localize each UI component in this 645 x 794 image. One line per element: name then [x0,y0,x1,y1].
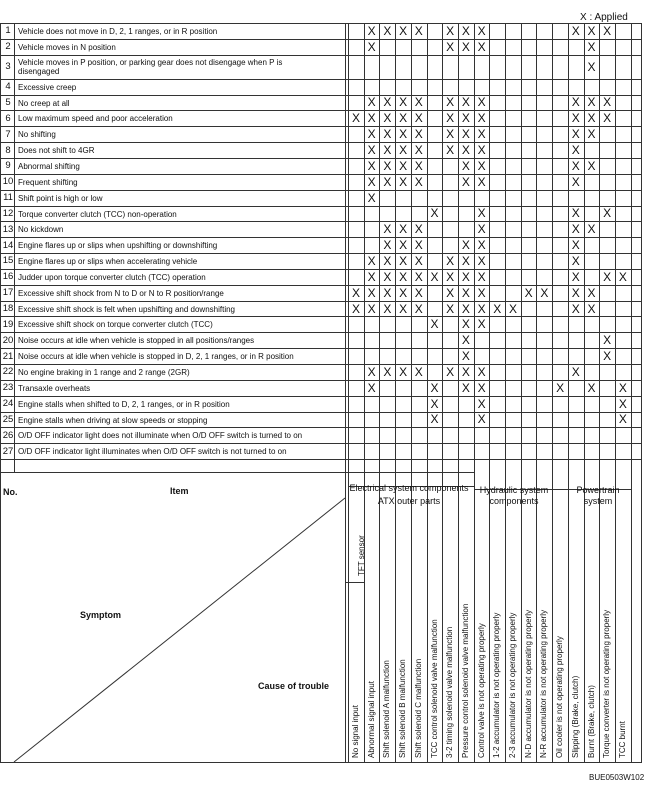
row-number: 14 [2,239,14,251]
applied-mark: X [461,39,470,54]
header-cause: Cause of trouble [258,681,330,691]
applied-mark: X [461,253,470,268]
row-symptom: Engine stalls when driving at slow speeds or stopping [18,415,208,425]
applied-mark: X [399,253,408,268]
applied-mark: X [618,269,627,284]
applied-mark: X [571,364,580,379]
applied-mark: X [446,269,455,284]
applied-mark: X [461,380,470,395]
applied-mark: X [367,111,376,126]
applied-mark: X [461,301,470,316]
row-number: 3 [5,61,11,73]
row-symptom: Judder upon torque converter clutch (TCC) operation [18,272,206,282]
row-symptom: Low maximum speed and poor acceleration [18,114,173,124]
applied-mark: X [383,269,392,284]
applied-mark: X [367,39,376,54]
applied-mark: X [477,269,486,284]
row-number: 4 [5,81,11,93]
applied-mark: X [524,285,533,300]
applied-mark: X [477,127,486,142]
applied-mark: X [477,39,486,54]
applied-mark: X [477,317,486,332]
applied-mark: X [603,23,612,38]
applied-mark: X [587,39,596,54]
row-number: 12 [2,207,14,219]
applied-mark: X [367,23,376,38]
applied-mark: X [414,285,423,300]
applied-mark: X [540,285,549,300]
applied-mark: X [383,285,392,300]
applied-mark: X [603,333,612,348]
cause-label: 2-3 accumulator is not operating properly [508,612,517,758]
applied-mark: X [383,222,392,237]
applied-mark: X [571,23,580,38]
applied-mark: X [477,158,486,173]
applied-mark: X [446,127,455,142]
row-symptom: Excessive shift shock on torque converter clutch (TCC) [18,320,213,330]
applied-mark: X [587,111,596,126]
row-symptom: Engine flares up or slips when accelerating vehicle [18,257,198,267]
applied-mark: X [367,380,376,395]
row-symptom: Engine stalls when shifted to D, 2, 1 ranges, or in R position [18,399,230,409]
applied-mark: X [430,396,439,411]
applied-mark: X [446,39,455,54]
row-symptom: Excessive creep [18,82,77,92]
cause-label: Burnt (Brake, clutch) [586,685,596,758]
applied-mark: X [383,158,392,173]
cause-label: Torque converter is not operating properly [602,609,612,758]
row-number: 6 [5,112,11,124]
applied-mark: X [399,23,408,38]
applied-mark: X [461,349,470,364]
applied-mark: X [571,301,580,316]
applied-mark: X [367,364,376,379]
row-number: 9 [5,160,11,172]
group-hydraulic: Hydraulic system components [479,485,549,506]
applied-mark: X [351,285,360,300]
cause-label: Shift solenoid B malfunction [398,659,408,758]
cause-label: Abnormal signal input [366,681,376,758]
applied-mark: X [587,158,596,173]
applied-mark: X [367,269,376,284]
applied-mark: X [383,143,392,158]
applied-mark: X [367,143,376,158]
row-symptom: Abnormal shifting [18,161,80,171]
applied-mark: X [383,364,392,379]
applied-mark: X [587,95,596,110]
applied-mark: X [367,95,376,110]
applied-mark: X [414,23,423,38]
applied-mark: X [477,364,486,379]
applied-mark: X [461,317,470,332]
applied-mark: X [446,253,455,268]
applied-mark: X [477,285,486,300]
applied-mark: X [399,158,408,173]
applied-mark: X [571,143,580,158]
cause-label: Slipping (Brake, clutch) [570,675,580,758]
row-symptom: Frequent shifting [18,177,78,187]
applied-mark: X [571,206,580,221]
applied-mark: X [477,380,486,395]
row-symptom: O/D OFF indicator light does not illuminate when O/D OFF switch is turned to on [18,431,303,441]
applied-mark: X [430,317,439,332]
row-number: 1 [5,25,11,37]
applied-mark: X [587,285,596,300]
applied-mark: X [430,269,439,284]
row-symptom: No engine braking in 1 range and 2 range (2GR) [18,368,190,377]
applied-mark: X [587,301,596,316]
row-number: 11 [3,192,13,204]
cause-label: Control valve is not operating properly [476,623,486,758]
applied-mark: X [603,206,612,221]
applied-mark: X [446,111,455,126]
applied-mark: X [603,95,612,110]
applied-mark: X [618,396,627,411]
applied-mark: X [477,396,486,411]
applied-mark: X [571,253,580,268]
applied-mark: X [603,269,612,284]
applied-mark: X [367,301,376,316]
applied-mark: X [446,301,455,316]
applied-mark: X [399,222,408,237]
applied-mark: X [414,269,423,284]
applied-mark: X [571,174,580,189]
row-symptom: O/D OFF indicator light illuminates when O/D OFF switch is not turned to on [18,447,287,457]
applied-mark: X [477,111,486,126]
applied-mark: X [399,269,408,284]
applied-mark: X [461,127,470,142]
applied-mark: X [367,174,376,189]
row-number: 21 [2,350,14,362]
row-symptom: Shift point is high or low [18,193,103,203]
applied-mark: X [383,23,392,38]
applied-mark: X [461,23,470,38]
applied-mark: X [477,222,486,237]
applied-mark: X [571,127,580,142]
applied-mark: X [461,111,470,126]
applied-mark: X [383,174,392,189]
applied-mark: X [571,285,580,300]
applied-mark: X [618,380,627,395]
cause-label: 1-2 accumulator is not operating properly [492,612,502,758]
applied-mark: X [383,127,392,142]
applied-mark: X [367,253,376,268]
applied-mark: X [571,269,580,284]
applied-mark: X [587,59,596,74]
row-symptom: Excessive shift shock from N to D or N to R position/range [18,288,224,298]
header-symptom: Symptom [80,610,122,620]
applied-mark: X [571,222,580,237]
applied-mark: X [618,412,627,427]
applied-mark: X [414,143,423,158]
applied-mark: X [477,253,486,268]
applied-mark: X [461,174,470,189]
legend: X : Applied [580,12,628,23]
applied-mark: X [367,127,376,142]
row-symptom: Engine flares up or slips when upshifting or downshifting [18,241,218,251]
row-number: 13 [2,223,14,235]
applied-mark: X [461,285,470,300]
row-symptom: Torque converter clutch (TCC) non-operation [18,209,177,219]
applied-mark: X [399,111,408,126]
applied-mark: X [587,127,596,142]
row-symptom: Excessive shift shock is felt when upshifting and downshifting [18,304,236,314]
row-number: 2 [5,41,11,53]
row-symptom: Transaxle overheats [18,383,91,393]
row-symptom: Noise occurs at idle when vehicle is stopped in D, 2, 1 ranges, or in R position [18,352,294,362]
row-symptom: Noise occurs at idle when vehicle is stopped in all positions/ranges [18,336,255,346]
row-number: 24 [2,398,14,410]
group-atx: ATX outer parts [377,496,441,506]
cause-label: Shift solenoid A malfunction [382,660,392,758]
row-number: 22 [2,366,14,378]
applied-mark: X [446,23,455,38]
applied-mark: X [461,95,470,110]
row-number: 10 [2,176,14,188]
row-symptom: No shifting [18,130,56,140]
cause-label: 3-2 timing solenoid valve malfunction [445,626,455,758]
row-number: 16 [2,271,14,283]
applied-mark: X [399,301,408,316]
cause-label: Pressure control solenoid valve malfunction [460,603,470,758]
applied-mark: X [461,269,470,284]
applied-mark: X [399,174,408,189]
applied-mark: X [399,127,408,142]
applied-mark: X [414,301,423,316]
applied-mark: X [446,143,455,158]
cause-label: N-D accumulator is not operating properly [523,609,533,758]
applied-mark: X [414,238,423,253]
applied-mark: X [367,190,376,205]
applied-mark: X [571,158,580,173]
row-symptom: No creep at all [18,98,70,108]
applied-mark: X [383,95,392,110]
applied-mark: X [477,174,486,189]
applied-mark: X [461,238,470,253]
applied-mark: X [367,285,376,300]
applied-mark: X [477,95,486,110]
applied-mark: X [414,222,423,237]
applied-mark: X [399,285,408,300]
cause-label: Shift solenoid C malfunction [413,658,423,758]
applied-mark: X [477,143,486,158]
applied-mark: X [430,206,439,221]
cause-label: N-R accumulator is not operating properly [539,609,549,758]
applied-mark: X [414,95,423,110]
applied-mark: X [461,158,470,173]
applied-mark: X [477,206,486,221]
applied-mark: X [351,111,360,126]
applied-mark: X [556,380,565,395]
cause-label: No signal input [351,705,360,758]
row-symptom: Vehicle does not move in D, 2, 1 ranges, or in R position [18,27,218,36]
row-symptom: No kickdown [18,225,64,235]
group-powertrain: Powertrain system [576,485,620,506]
applied-mark: X [446,364,455,379]
applied-mark: X [414,158,423,173]
applied-mark: X [430,412,439,427]
row-number: 25 [2,413,14,425]
applied-mark: X [571,95,580,110]
row-number: 5 [5,96,11,108]
cause-label: Oil cooler is not operating properly [555,636,565,758]
row-number: 27 [2,445,14,457]
row-number: 7 [5,128,11,140]
applied-mark: X [351,301,360,316]
applied-mark: X [461,333,470,348]
row-number: 26 [2,429,14,441]
applied-mark: X [399,238,408,253]
applied-mark: X [461,143,470,158]
header-item: Item [170,486,189,496]
applied-mark: X [446,95,455,110]
applied-mark: X [399,364,408,379]
applied-mark: X [477,238,486,253]
row-symptom: Vehicle moves in P position, or parking gear does not disengage when P is disengaged [18,57,283,76]
applied-mark: X [446,285,455,300]
applied-mark: X [414,174,423,189]
row-number: 23 [2,382,14,394]
row-number: 17 [2,287,14,299]
cause-label: TCC control solenoid valve malfunction [429,619,439,758]
applied-mark: X [399,95,408,110]
applied-mark: X [571,238,580,253]
applied-mark: X [430,380,439,395]
applied-mark: X [414,111,423,126]
applied-mark: X [477,23,486,38]
applied-mark: X [587,222,596,237]
applied-mark: X [383,111,392,126]
cause-label: TCC burnt [617,721,627,758]
group-tft: TFT sensor [357,535,366,576]
row-symptom: Vehicle moves in N position [18,42,116,52]
applied-mark: X [493,301,502,316]
applied-mark: X [461,364,470,379]
applied-mark: X [383,301,392,316]
applied-mark: X [603,111,612,126]
applied-mark: X [571,111,580,126]
header-no: No. [3,487,18,497]
applied-mark: X [414,253,423,268]
row-number: 15 [2,255,14,267]
figure-code: BUE0503W102 [589,773,645,782]
applied-mark: X [477,412,486,427]
row-number: 8 [5,144,11,156]
applied-mark: X [414,364,423,379]
applied-mark: X [587,23,596,38]
group-electrical: Electrical system components [349,483,469,493]
row-number: 19 [2,318,14,330]
applied-mark: X [414,127,423,142]
applied-mark: X [367,158,376,173]
applied-mark: X [399,143,408,158]
applied-mark: X [603,349,612,364]
applied-mark: X [383,253,392,268]
row-symptom: Does not shift to 4GR [18,146,95,156]
applied-mark: X [508,301,517,316]
applied-mark: X [477,301,486,316]
row-number: 18 [2,303,14,315]
applied-mark: X [587,380,596,395]
row-number: 20 [2,334,14,346]
applied-mark: X [383,238,392,253]
